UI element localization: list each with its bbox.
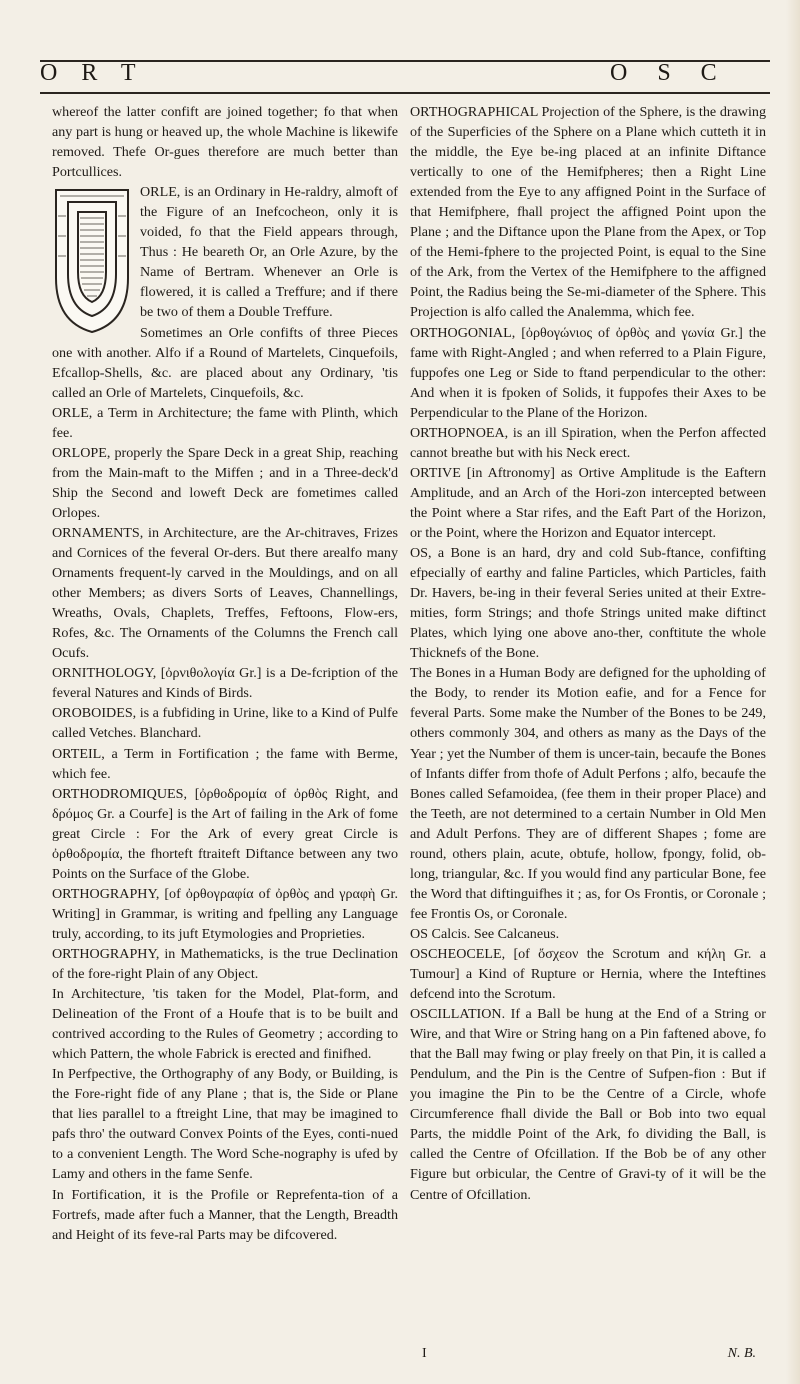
entry-paragraph: ORNITHOLOGY, [ὀρνιθολογία Gr.] is a De-fcription of the feveral Natures and Kinds of Birds. — [52, 665, 398, 702]
entry-paragraph: ORTHOGRAPHY, [of ὀρθογραφία of ὀρθὸς and γραφὴ Gr. Writing] in Grammar, is writing and fpelling any Language truly, according, to its juft Etymologies and Proprieties. — [52, 885, 398, 942]
left-column — [52, 102, 398, 1245]
entry-paragraph: OS Calcis. See Calcaneus. — [410, 925, 560, 942]
entry-paragraph: The Bones in a Human Body are defigned for the upholding of the Body, to render its Motion eafie, and for a Fence for feveral Parts. Some make the Number of the Bones to be 249, others commonly 304, and others as many as the Days of the Year ; yet the Number of them is uncer-tain, becaufe the Bones of Infants differ from thofe of Adult Perfons ; alfo, becaufe the Bones called Sefamoidea, (fee them in their proper Place) and the Teeth, are not determined to a certain Number in Old Men and Adult Perfons. They are of different Shapes ; fome are round, others plain, acute, obtufe, hollow, fpongy, folid, ob-long, triangular, &c. If you would find any particular Bone, fee the Word that diftinguifhes it ; as, for Os Frontis, or Coronale ; fee Frontis Os, or Coronale. — [410, 665, 766, 922]
orle-shield-figure — [52, 186, 132, 336]
entry-paragraph: ORTIVE [in Aftronomy] as Ortive Amplitude is the Eaftern Amplitude, and an Arch of the Hori-zon intercepted between the Point where a Star rifes, and the Eaft Part of the Horizon, or the Point, where the Horizon and Equator intercept. — [410, 464, 766, 541]
entry-paragraph: ORTHODROMIQUES, [ὀρθοδρομία of ὀρθὸς Right, and δρόμος Gr. a Courfe] is the Art of failing in the Ark of fome great Circle : For the Ark of every great Circle is ὀρθοδρομία, the fhorteft ftraiteft Diftance between any two Points on the Surface of the Globe. — [52, 785, 398, 882]
entry-paragraph: ORLOPE, properly the Spare Deck in a great Ship, reaching from the Main-maft to the Miffen ; and in a Three-deck'd Ship the Second and loweft Deck are fometimes called Orlopes. — [52, 444, 398, 521]
entry-paragraph: ORLE, a Term in Architecture; the fame with Plinth, which fee. — [52, 404, 398, 441]
entry-paragraph: ORTEIL, a Term in Fortification ; the fame with Berme, which fee. — [52, 745, 398, 782]
entry-paragraph: ORNAMENTS, in Architecture, are the Ar-chitraves, Frizes and Cornices of the feveral Or-ders. But there arealfo many Ornaments frequent-ly carved in the Mouldings, and on all other Members; as divers Sorts of Leaves, Channellings, Wreaths, Ovals, Chaplets, Treffes, Feftoons, Flow-ers, Rofes, &c. The Ornaments of the Columns the French call Ocufs. — [52, 524, 398, 662]
entry-paragraph: OROBOIDES, is a fubfiding in Urine, like to a Kind of Pulfe called Vetches. Blanchard. — [52, 705, 398, 742]
entry-paragraph: OS, a Bone is an hard, dry and cold Sub-ftance, confifting efpecially of earthy and faline Particles, which Particles, faith Dr. Havers, be-ing in their feveral Series united at their Extre-mities, form Strings; and thofe Strings united make diftinct Plates, which lying one above ano-ther, conftitute the whole Thicknefs of the Bone. — [410, 545, 766, 662]
entry-paragraph: whereof the latter confift are joined together; fo that when any part is hung or heaved up, the whole Machine is likewife removed. Thefe Or-gues therefore are much better than Portcullices. — [52, 104, 398, 181]
entry-paragraph: ORTHOGRAPHY, in Mathematicks, is the true Declination of the fore-right Plain of any Object. — [52, 945, 398, 983]
entry-paragraph: OSCILLATION. If a Ball be hung at the End of a String or Wire, and that Wire or String hang on a Pin faftened above, fo that the Ball may fwing or play freely on that Pin, it is called a Pendulum, and the Pin is the Centre of Sufpen-fion : But if you imagine the Pin to be the Centre of a Circle, whofe Circumference fhall divide the Ball or Bob into two equal Parts, the middle Point of the Ark, fo dividing the Ball, is called the Centre of Ofcillation. If the Bob be of any other Figure but orbicular, the Centre of Gravi-ty of it will be the Centre of Ofcillation. — [410, 1006, 766, 1203]
page-edge — [786, 0, 800, 1384]
header-right: O S C — [610, 60, 729, 86]
entry-paragraph: ORTHOPNOEA, is an ill Spiration, when the Perfon affected cannot breathe but with his Neck erect. — [410, 424, 766, 461]
entry-paragraph: OSCHEOCELE, [of ὄσχεον the Scrotum and κήλη Gr. a Tumour] a Kind of Rupture or Hernia, where the Inteftines defcend into the Scrotum. — [410, 945, 766, 1003]
entry-paragraph: ORTHOGRAPHICAL Projection of the Sphere, is the drawing of the Superficies of the Sphere on a Plane which cutteth it in the middle, the Eye be-ing placed at an infinite Diftance vertically to one of the Hemifpheres; then a Right Line extended from the Eye to any affigned Point in the Surface of that Hemifphere, fhall project the affigned Point upon the Plane ; and the Diftance upon the Plane from the Apex, or Top of the Hemi-fphere to the projected Point, is equal to the Sine of the Ark, from the Vertex of the Hemifphere to the affigned Point, the Radius being the Se-mi-diameter of the Sphere. This Projection is alfo called the Analemma, which fee. — [410, 104, 766, 321]
entry-paragraph: ORTHOGONIAL, [ὀρθογώνιος of ὀρθὸς and γωνία Gr.] the fame with Right-Angled ; and when referred to a Plain Figure, fuppofes one Leg or Side to ftand perpendicular to the other: And when it is fpoken of Solids, it fuppofes their Axes to be Perpendicular to the Plane of the Horizon. — [410, 324, 766, 421]
entry-paragraph: Sometimes an Orle confifts of three Pieces one with another. Alfo if a Round of Martelets, Cinquefoils, Efcallop-Shells, &c. are placed about any Ordinary, 'tis called an Orle of Martelets, Cinquefoils, &c. — [52, 324, 398, 401]
header-rule-bottom — [40, 92, 770, 94]
entry-paragraph: In Fortification, it is the Profile or Reprefenta-tion of a Fortrefs, made after fuch a Manner, that the Length, Breadth and Height of its feve-ral Parts may be difcovered. — [52, 1186, 398, 1243]
catchword: N. B. — [727, 1346, 756, 1361]
entry-paragraph: In Perfpective, the Orthography of any Body, or Building, is the Fore-right fide of any Plane ; that is, the Side or Plane that lies parallel to a ftreight Line, that may be imagined to pafs thro' the outward Convex Points of the Eyes, conti-nued to a convenient Length. The Word Sche-nography is ufed by Lamy and others in the fame Senfe. — [52, 1066, 398, 1183]
right-column — [410, 102, 766, 1205]
signature-mark: I — [422, 1346, 427, 1361]
running-header — [40, 60, 770, 94]
entry-paragraph: ORLE, is an Ordinary in He-raldry, almoft of the Figure of an Inefcocheon, only it is voided, fo that the Field appears through, Thus : He beareth Or, an Orle Azure, by the Name of Bertram. Whenever an Orle is flowered, it is called a Treffure; and if there be two of them a Double Treffure. — [140, 184, 398, 321]
header-left: O R T — [40, 60, 145, 86]
entry-paragraph: In Architecture, 'tis taken for the Model, Plat-form, and Delineation of the Front of a Houfe that is to be built and contrived according to the Rules of Geometry ; according to which Pattern, the whole Fabrick is erected and finifhed. — [52, 986, 398, 1063]
